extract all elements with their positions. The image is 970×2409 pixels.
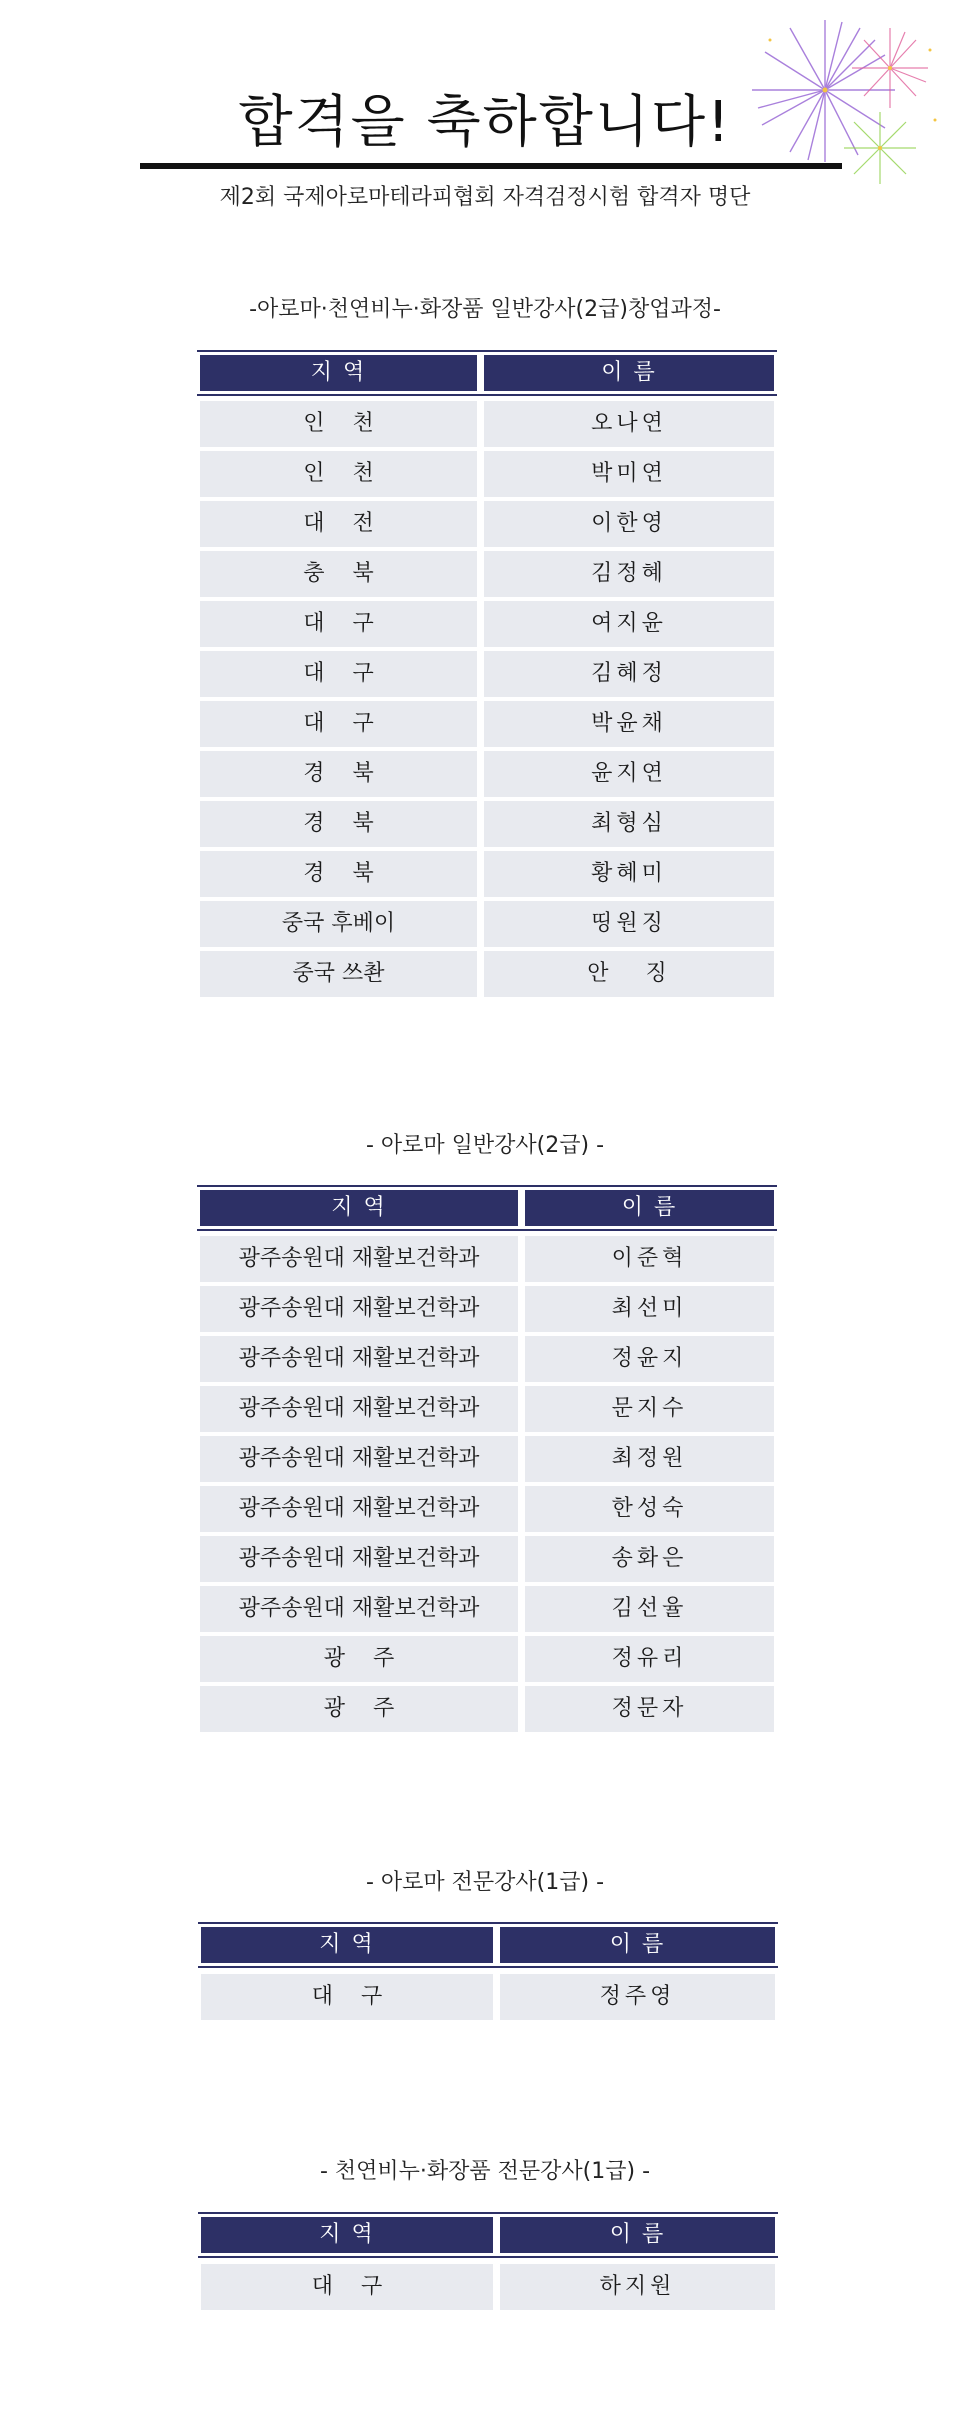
name-cell: 김혜정 [484,651,774,697]
region-cell: 광주송원대 재활보건학과 [200,1386,518,1432]
table-row [197,751,777,797]
table-row [197,801,777,847]
name-cell: 황혜미 [484,851,774,897]
region-cell: 광주송원대 재활보건학과 [200,1586,518,1632]
name-cell: 띵원징 [484,901,774,947]
section-title: - 아로마 일반강사(2급) - [365,1133,605,1158]
results-table [197,350,777,1006]
table-row [197,851,777,897]
section-title: - 아로마 전문강사(1급) - [365,1870,605,1895]
table-row [197,951,777,997]
table-row [197,601,777,647]
region-cell: 대 구 [200,601,477,647]
name-cell: 정주영 [500,1974,775,2020]
page-subtitle: 제2회 국제아로마테라피협회 자격검정시험 합격자 명단 [219,185,751,210]
table-row [197,1336,777,1382]
name-cell: 박윤채 [484,701,774,747]
name-cell: 한성숙 [525,1486,774,1532]
section-title: -아로마·천연비누·화장품 일반강사(2급)창업과정- [249,297,721,322]
results-table [198,1922,778,2028]
region-cell: 대 구 [201,1974,493,2020]
table-row [197,1636,777,1682]
table-row [197,1286,777,1332]
name-cell: 송화은 [525,1536,774,1582]
region-cell: 광주송원대 재활보건학과 [200,1286,518,1332]
table-row [197,1486,777,1532]
header-region: 지 역 [200,1190,518,1226]
table-row [198,1974,778,2020]
table-row [197,701,777,747]
region-cell: 광주송원대 재활보건학과 [200,1436,518,1482]
region-cell: 대 구 [200,701,477,747]
header-region: 지 역 [200,355,477,391]
region-cell: 대 구 [200,651,477,697]
name-cell: 문지수 [525,1386,774,1432]
region-cell: 경 북 [200,751,477,797]
name-cell: 박미연 [484,451,774,497]
name-cell: 최선미 [525,1286,774,1332]
name-cell: 윤지연 [484,751,774,797]
region-cell: 광 주 [200,1686,518,1732]
name-cell: 이준혁 [525,1236,774,1282]
table-row [197,1586,777,1632]
name-cell: 최정원 [525,1436,774,1482]
table-row [197,501,777,547]
table-header [198,1922,778,1968]
region-cell: 중국 쓰촨 [200,951,477,997]
table-row [197,1686,777,1732]
section-title: - 천연비누·화장품 전문강사(1급) - [319,2159,651,2184]
page-title: 합격을 축하합니다! [238,90,732,155]
region-cell: 인 천 [200,401,477,447]
table-row [197,1236,777,1282]
name-cell: 정유리 [525,1636,774,1682]
table-row [197,1536,777,1582]
name-cell: 김정혜 [484,551,774,597]
table-header [197,1185,777,1231]
header-region: 지 역 [201,1927,493,1963]
region-cell: 경 북 [200,801,477,847]
region-cell: 인 천 [200,451,477,497]
name-cell: 정윤지 [525,1336,774,1382]
region-cell: 중국 후베이 [200,901,477,947]
header-name: 이 름 [500,2217,775,2253]
table-row [197,1436,777,1482]
header-name: 이 름 [484,355,774,391]
table-row [197,451,777,497]
header-name: 이 름 [500,1927,775,1963]
name-cell: 여지윤 [484,601,774,647]
fireworks-icon [730,20,950,195]
table-row [197,901,777,947]
table-row [197,551,777,597]
table-header [197,350,777,396]
name-cell: 하지원 [500,2264,775,2310]
region-cell: 광 주 [200,1636,518,1682]
table-header [198,2212,778,2258]
region-cell: 광주송원대 재활보건학과 [200,1336,518,1382]
table-row [197,651,777,697]
table-row [197,1386,777,1432]
name-cell: 정문자 [525,1686,774,1732]
results-table [198,2212,778,2318]
region-cell: 광주송원대 재활보건학과 [200,1536,518,1582]
results-table [197,1185,777,1741]
header-name: 이 름 [525,1190,774,1226]
region-cell: 대 구 [201,2264,493,2310]
region-cell: 경 북 [200,851,477,897]
region-cell: 광주송원대 재활보건학과 [200,1486,518,1532]
region-cell: 광주송원대 재활보건학과 [200,1236,518,1282]
page-header [0,0,970,230]
name-cell: 최형심 [484,801,774,847]
name-cell: 김선율 [525,1586,774,1632]
name-cell: 오나연 [484,401,774,447]
name-cell: 이한영 [484,501,774,547]
region-cell: 충 북 [200,551,477,597]
header-region: 지 역 [201,2217,493,2253]
region-cell: 대 전 [200,501,477,547]
table-row [197,401,777,447]
table-row [198,2264,778,2310]
name-cell: 안 징 [484,951,774,997]
